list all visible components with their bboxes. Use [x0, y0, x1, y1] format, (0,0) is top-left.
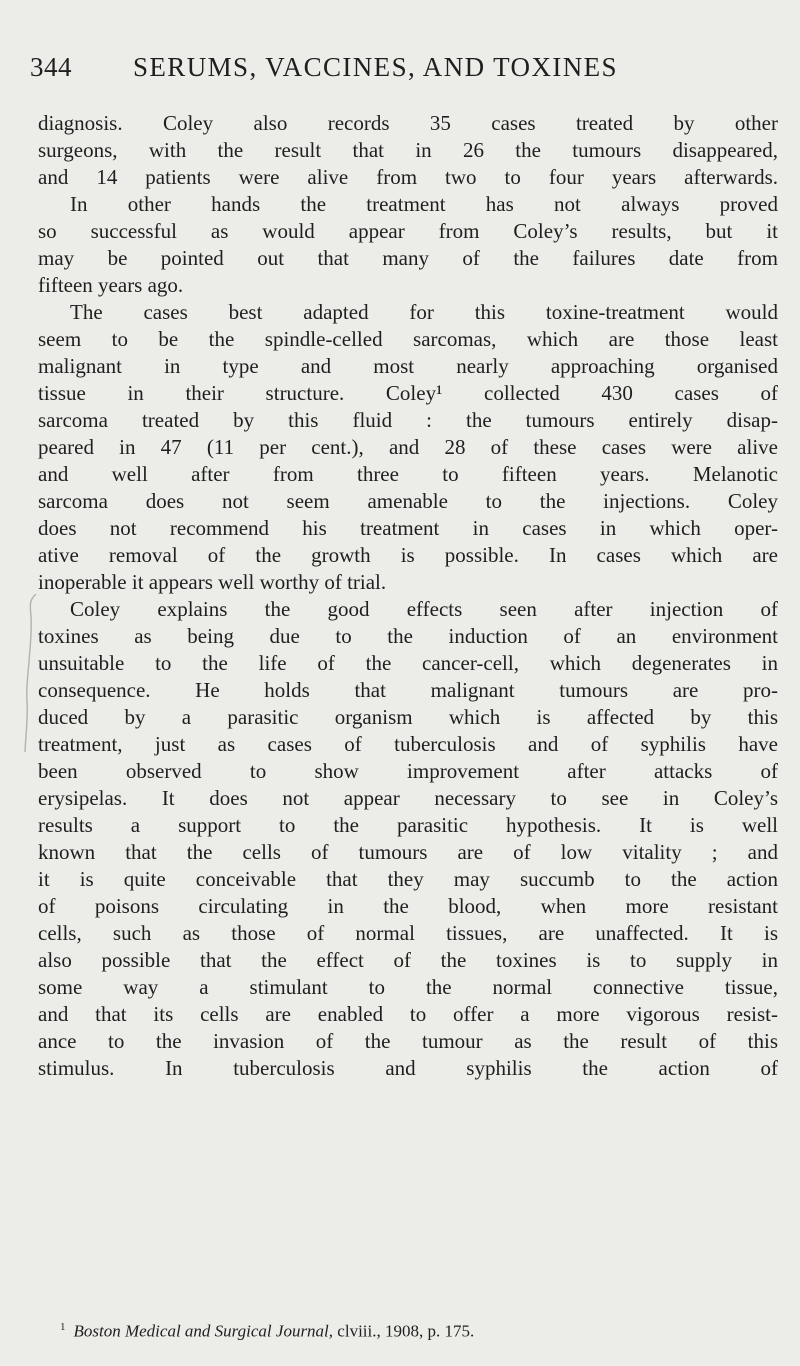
text-line: and well after from three to fifteen years. Melanotic: [38, 462, 778, 486]
text-line: erysipelas. It does not appear necessary to see in Coley’s: [38, 786, 778, 810]
text-line: so successful as would appear from Coley’s results, but it: [38, 219, 778, 243]
text-line: of poisons circulating in the blood, when more resistant: [38, 894, 778, 918]
text-line: diagnosis. Coley also records 35 cases treated by other: [38, 111, 778, 135]
text-line: sarcoma treated by this fluid : the tumours entirely disap-: [38, 408, 778, 432]
text-line: Coley explains the good effects seen after injection of: [70, 597, 778, 621]
text-line: results a support to the parasitic hypothesis. It is well: [38, 813, 778, 837]
text-line: been observed to show improvement after attacks of: [38, 759, 778, 783]
text-line: peared in 47 (11 per cent.), and 28 of these cases were alive: [38, 435, 778, 459]
text-line: fifteen years ago.: [38, 273, 184, 297]
text-line: some way a stimulant to the normal connective tissue,: [38, 975, 778, 999]
text-line: does not recommend his treatment in cases in which oper-: [38, 516, 778, 540]
text-line: stimulus. In tuberculosis and syphilis the action of: [38, 1056, 778, 1080]
text-line: treatment, just as cases of tuberculosis and of syphilis have: [38, 732, 778, 756]
text-line: unsuitable to the life of the cancer-cell, which degenerates in: [38, 651, 778, 675]
text-line: cells, such as those of normal tissues, are unaffected. It is: [38, 921, 778, 945]
margin-pencil-mark: [21, 592, 39, 755]
text-line: and 14 patients were alive from two to four years afterwards.: [38, 165, 778, 189]
footnote: [60, 1316, 760, 1340]
running-head-title: SERUMS, VACCINES, AND TOXINES: [133, 52, 618, 82]
footnote-marker: 1: [60, 1321, 66, 1333]
text-line: sarcoma does not seem amenable to the injections. Coley: [38, 489, 778, 513]
text-line: known that the cells of tumours are of low vitality ; and: [38, 840, 778, 864]
text-line: malignant in type and most nearly approaching organised: [38, 354, 778, 378]
text-line: duced by a parasitic organism which is affected by this: [38, 705, 778, 729]
footnote-journal-title: Boston Medical and Surgical Journal,: [73, 1321, 334, 1341]
text-line: In other hands the treatment has not always proved: [70, 192, 778, 216]
text-line: and that its cells are enabled to offer a more vigorous resist-: [38, 1002, 778, 1026]
text-line: inoperable it appears well worthy of trial.: [38, 570, 387, 594]
page-number: 344: [30, 52, 72, 82]
footnote-citation: clviii., 1908, p. 175.: [333, 1321, 475, 1341]
text-line: seem to be the spindle-celled sarcomas, which are those least: [38, 327, 778, 351]
text-line: consequence. He holds that malignant tumours are pro-: [38, 678, 778, 702]
text-line: tissue in their structure. Coley¹ collected 430 cases of: [38, 381, 778, 405]
text-line: surgeons, with the result that in 26 the tumours disappeared,: [38, 138, 778, 162]
text-line: toxines as being due to the induction of an environment: [38, 624, 778, 648]
text-line: also possible that the effect of the toxines is to supply in: [38, 948, 778, 972]
text-line: ance to the invasion of the tumour as the result of this: [38, 1029, 778, 1053]
text-line: The cases best adapted for this toxine-treatment would: [70, 300, 778, 324]
text-line: it is quite conceivable that they may succumb to the action: [38, 867, 778, 891]
text-line: may be pointed out that many of the failures date from: [38, 246, 778, 270]
text-line: ative removal of the growth is possible. In cases which are: [38, 543, 778, 567]
page-header: [30, 52, 770, 86]
